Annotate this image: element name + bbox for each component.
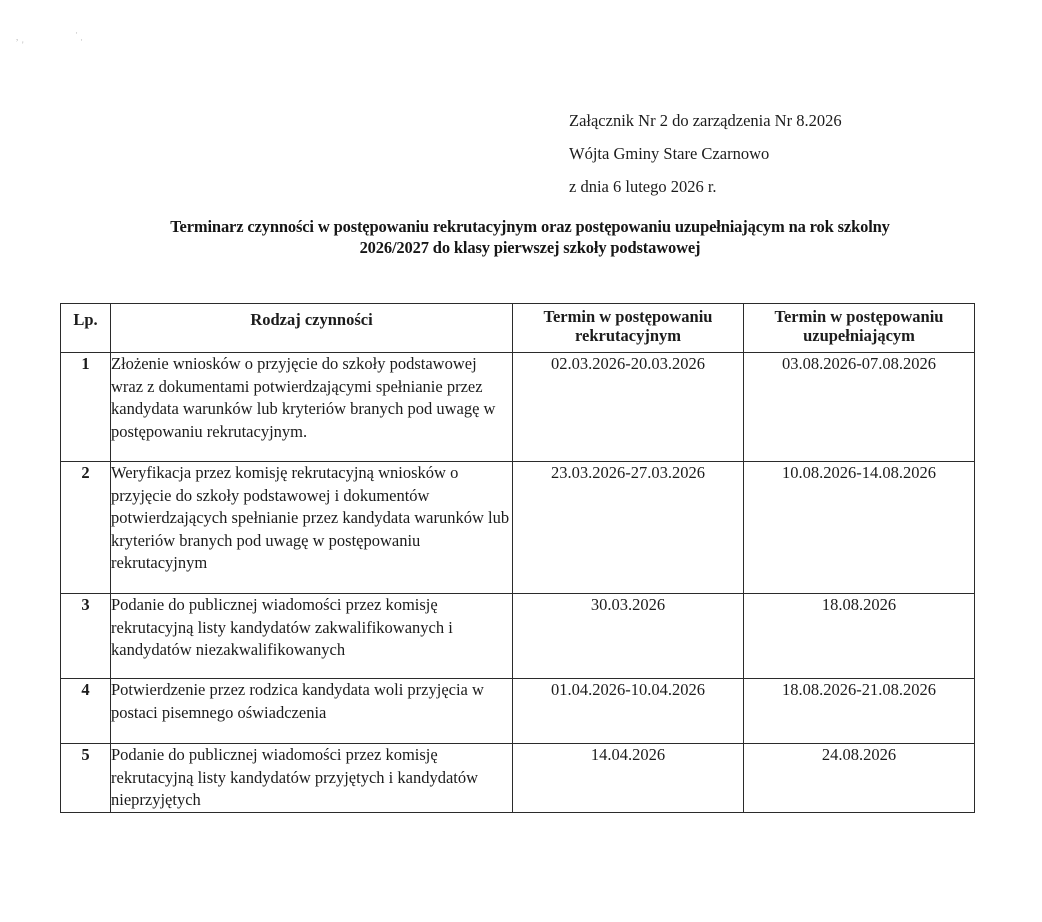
scan-artifact: '	[22, 40, 24, 50]
row-number: 5	[61, 744, 111, 813]
row-number: 2	[61, 462, 111, 594]
issuing-authority: Wójta Gminy Stare Czarnowo	[569, 144, 770, 163]
recruitment-schedule-table	[60, 303, 975, 813]
activity-description: Złożenie wniosków o przyjęcie do szkoły podstawowej wraz z dokumentami potwierdzającymi spełnianie przez kandydata warunków lub kryteriów branych pod uwagę w postępowaniu rekrutacyjnym.	[111, 353, 513, 462]
row-number: 3	[61, 594, 111, 679]
supplementary-term: 18.08.2026-21.08.2026	[744, 679, 975, 744]
recruitment-term: 02.03.2026-20.03.2026	[513, 353, 744, 462]
activity-description: Potwierdzenie przez rodzica kandydata woli przyjęcia w postaci pisemnego oświadczenia	[111, 679, 513, 744]
column-header-recruitment-term: Termin w postępowaniu rekrutacyjnym	[513, 304, 744, 353]
table-row	[61, 594, 975, 679]
table-row	[61, 462, 975, 594]
row-number: 4	[61, 679, 111, 744]
document-title-line-1: Terminarz czynności w postępowaniu rekrutacyjnym oraz postępowaniu uzupełniającym na rok szkolny	[170, 217, 890, 236]
column-header-lp: Lp.	[61, 304, 111, 353]
column-header-supplementary-term: Termin w postępowaniu uzupełniającym	[744, 304, 975, 353]
scan-artifact: ,	[16, 32, 19, 42]
table-row	[61, 679, 975, 744]
issue-date: z dnia 6 lutego 2026 r.	[569, 177, 717, 196]
attachment-header	[569, 104, 842, 203]
table-row	[61, 353, 975, 462]
supplementary-term: 24.08.2026	[744, 744, 975, 813]
recruitment-term: 23.03.2026-27.03.2026	[513, 462, 744, 594]
document-title	[60, 216, 1000, 258]
scan-artifact: ·	[75, 28, 78, 38]
recruitment-term: 01.04.2026-10.04.2026	[513, 679, 744, 744]
supplementary-term: 10.08.2026-14.08.2026	[744, 462, 975, 594]
activity-description: Podanie do publicznej wiadomości przez komisję rekrutacyjną listy kandydatów zakwalifikowanych i kandydatów niezakwalifikowanych	[111, 594, 513, 679]
scan-artifact: ·	[80, 35, 83, 45]
document-title-line-2: 2026/2027 do klasy pierwszej szkoły podstawowej	[359, 238, 701, 257]
attachment-reference: Załącznik Nr 2 do zarządzenia Nr 8.2026	[569, 111, 842, 130]
supplementary-term: 18.08.2026	[744, 594, 975, 679]
activity-description: Podanie do publicznej wiadomości przez komisję rekrutacyjną listy kandydatów przyjętych i kandydatów nieprzyjętych	[111, 744, 513, 813]
column-header-activity: Rodzaj czynności	[111, 304, 513, 353]
table-header-row	[61, 304, 975, 353]
activity-description: Weryfikacja przez komisję rekrutacyjną wniosków o przyjęcie do szkoły podstawowej i dokumentów potwierdzających spełnianie przez kandydata warunków lub kryteriów branych pod uwagę w postępowaniu rekrutacyjnym	[111, 462, 513, 594]
supplementary-term: 03.08.2026-07.08.2026	[744, 353, 975, 462]
row-number: 1	[61, 353, 111, 462]
recruitment-term: 30.03.2026	[513, 594, 744, 679]
recruitment-term: 14.04.2026	[513, 744, 744, 813]
table-row	[61, 744, 975, 813]
